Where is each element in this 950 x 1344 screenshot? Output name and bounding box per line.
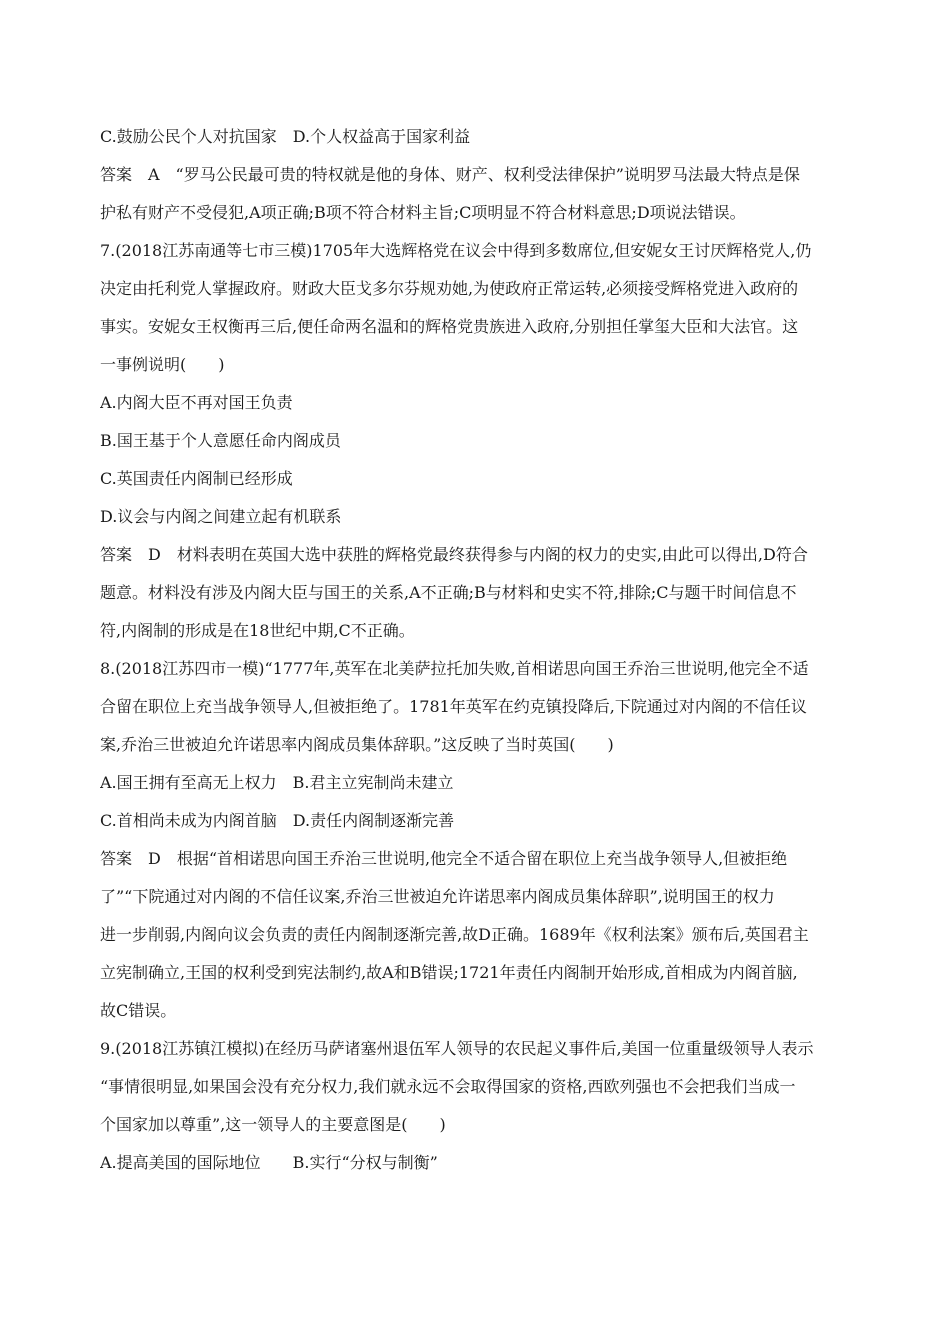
answer-line: 故C错误。 xyxy=(100,1001,177,1020)
question-7-line: 决定由托利党人掌握政府。财政大臣戈多尔芬规劝她,为使政府正常运转,必须接受辉格党进入政府的 xyxy=(100,279,799,298)
answer-line: 答案 D 材料表明在英国大选中获胜的辉格党最终获得参与内阁的权力的史实,由此可以得出,D符合 xyxy=(100,545,808,564)
answer-line: 进一步削弱,内阁向议会负责的责任内阁制逐渐完善,故D正确。1689年《权利法案》颁布后,英国君主 xyxy=(100,925,809,944)
answer-line: 答案 D 根据“首相诺思向国王乔治三世说明,他完全不适合留在职位上充当战争领导人,但被拒绝 xyxy=(100,849,788,868)
question-8-line: 案,乔治三世被迫允许诺思率内阁成员集体辞职。”这反映了当时英国( ) xyxy=(100,735,614,754)
question-7-line: 一事例说明( ) xyxy=(100,355,225,374)
question-9-line: 个国家加以尊重”,这一领导人的主要意图是( ) xyxy=(100,1115,446,1134)
question-9-line: 9.(2018江苏镇江模拟)在经历马萨诸塞州退伍军人领导的农民起义事件后,美国一位重量级领导人表示 xyxy=(100,1039,814,1058)
question-8-line: 合留在职位上充当战争领导人,但被拒绝了。1781年英军在约克镇投降后,下院通过对内阁的不信任议 xyxy=(100,697,807,716)
answer-line: 题意。材料没有涉及内阁大臣与国王的关系,A不正确;B与材料和史实不符,排除;C与题干时间信息不 xyxy=(100,583,797,602)
answer-line: 护私有财产不受侵犯,A项正确;B项不符合材料主旨;C项明显不符合材料意思;D项说法错误。 xyxy=(100,203,746,222)
answer-line: 了”“下院通过对内阁的不信任议案,乔治三世被迫允许诺思率内阁成员集体辞职”,说明国王的权力 xyxy=(100,887,775,906)
option-line: A.国王拥有至高无上权力 B.君主立宪制尚未建立 xyxy=(100,773,454,792)
option-line: C.鼓励公民个人对抗国家 D.个人权益高于国家利益 xyxy=(100,127,471,146)
question-7-line: 事实。安妮女王权衡再三后,便任命两名温和的辉格党贵族进入政府,分别担任掌玺大臣和大法官。这 xyxy=(100,317,799,336)
answer-line: 立宪制确立,王国的权利受到宪法制约,故A和B错误;1721年责任内阁制开始形成,首相成为内阁首脑, xyxy=(100,963,798,982)
option-line: B.国王基于个人意愿任命内阁成员 xyxy=(100,431,341,450)
question-9-line: “事情很明显,如果国会没有充分权力,我们就永远不会取得国家的资格,西欧列强也不会把我们当成一 xyxy=(100,1077,796,1096)
answer-line: 符,内阁制的形成是在18世纪中期,C不正确。 xyxy=(100,621,415,640)
option-line: A.提高美国的国际地位 B.实行“分权与制衡” xyxy=(100,1153,438,1172)
question-8-line: 8.(2018江苏四市一模)“1777年,英军在北美萨拉托加失败,首相诺思向国王乔治三世说明,他完全不适 xyxy=(100,659,809,678)
document-page xyxy=(100,118,852,1182)
answer-line: 答案 A “罗马公民最可贵的特权就是他的身体、财产、权利受法律保护”说明罗马法最大特点是保 xyxy=(100,165,800,184)
question-7-line: 7.(2018江苏南通等七市三模)1705年大选辉格党在议会中得到多数席位,但安妮女王讨厌辉格党人,仍 xyxy=(100,241,812,260)
option-line: D.议会与内阁之间建立起有机联系 xyxy=(100,507,342,526)
option-line: A.内阁大臣不再对国王负责 xyxy=(100,393,293,412)
option-line: C.首相尚未成为内阁首脑 D.责任内阁制逐渐完善 xyxy=(100,811,455,830)
option-line: C.英国责任内阁制已经形成 xyxy=(100,469,293,488)
